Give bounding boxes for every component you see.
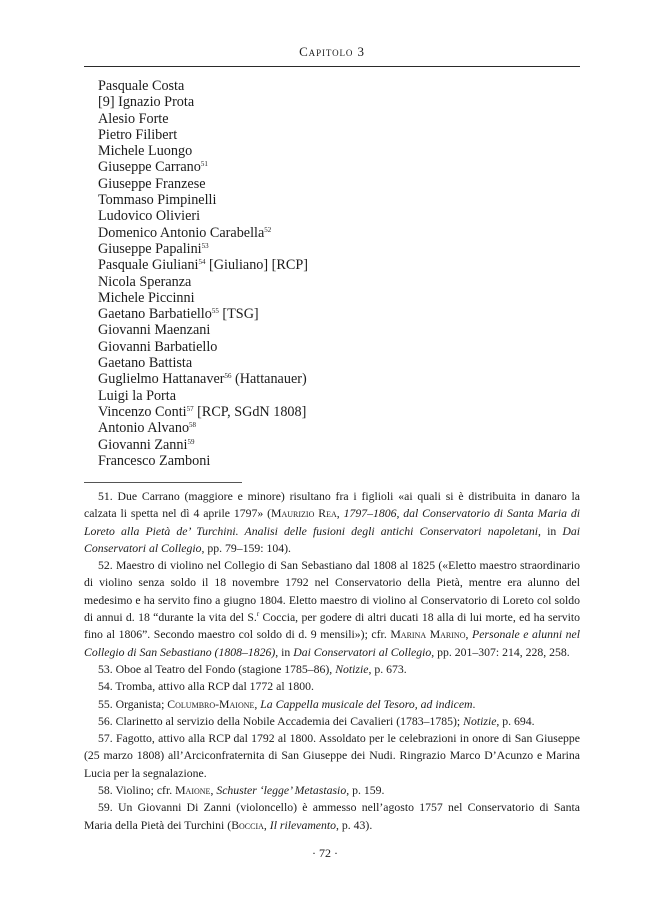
person-name: Giuseppe Carrano	[98, 159, 201, 176]
footnote-ref: 58	[189, 421, 197, 430]
author-name: Marina Marino	[390, 628, 466, 642]
person-name: Tommaso Pimpinelli	[98, 192, 217, 209]
footnote-text: Clarinetto al servizio della Nobile Accademia dei Cavalieri (1783–1785);	[115, 714, 464, 728]
footnote-ref: 51	[200, 160, 208, 169]
name-list-item	[98, 339, 308, 355]
footnote-ref: 53	[201, 241, 209, 250]
name-list-item	[98, 176, 308, 192]
person-name: Pietro Filibert	[98, 126, 178, 143]
italic-text: Dai Conservatori al Collegio	[84, 524, 580, 555]
person-name: Luigi la Porta	[98, 387, 177, 404]
footnote-ref: 55	[211, 307, 219, 316]
name-annotation: [RCP, SGdN 1808]	[193, 403, 307, 420]
author-name: Maione	[175, 784, 211, 798]
footnote-ref: 56	[224, 372, 232, 381]
italic-text: Notizie	[335, 662, 369, 676]
superscript: r	[256, 610, 260, 619]
person-name: Domenico Antonio Carabella	[98, 224, 265, 241]
name-list-item	[98, 371, 308, 387]
italic-text: Notizie	[463, 714, 497, 728]
footnote	[84, 799, 580, 834]
name-annotation: [TSG]	[218, 306, 259, 323]
footnote-text: Maestro di violino nel Collegio di San Sebastiano dal 1808 al 1825 («Eletto maestro straordinario di violino senza soldo il 18 novembre 1792 nel Conservatorio della Pietà, mentre era alunno del medesimo e ha servito fino a giugno 1804. Eletto maestro di violino al Conservatorio di Loreto col soldo di annui d. 18 “durante la vita del S.	[84, 559, 580, 625]
name-list-item	[98, 111, 308, 127]
footnote	[84, 782, 580, 799]
person-name: Gaetano Battista	[98, 355, 193, 372]
italic-text: Il rilevamento	[269, 818, 337, 832]
author-name: Maurizio Rea	[271, 507, 337, 521]
footnote-number: 55.	[98, 697, 113, 711]
footnote-text: ,	[254, 697, 261, 711]
italic-text: Dai Conservatori al Collegio	[293, 645, 432, 659]
person-name: Giuseppe Franzese	[98, 175, 206, 192]
footnote	[84, 696, 580, 713]
person-name: Alesio Forte	[98, 110, 169, 127]
footnote-ref: 59	[187, 437, 195, 446]
person-name: Ludovico Olivieri	[98, 208, 201, 225]
footnote-separator	[84, 482, 242, 483]
footnote-ref: 57	[186, 404, 194, 413]
footnote	[84, 678, 580, 695]
italic-text: Schuster ‘legge’ Metastasio	[216, 784, 347, 798]
footnote-number: 52.	[98, 559, 113, 573]
name-list-item	[98, 274, 308, 290]
footnote-text: ,	[465, 628, 473, 642]
author-name: Columbro-Maione	[167, 697, 255, 711]
name-list-item	[98, 257, 308, 273]
person-name: [9] Ignazio Prota	[98, 94, 195, 111]
footnote-text: Fagotto, attivo alla RCP dal 1792 al 1800. Assoldato per le celebrazioni in onore di San Giuseppe (25 marzo 1808) all’Arciconfraternita di San Giuseppe dei Nudi. Ringrazio Marco D’Acunzo e Marina Lucia per la segnalazione.	[84, 732, 580, 780]
person-name: Pasquale Costa	[98, 78, 185, 94]
footnote	[84, 730, 580, 782]
person-name: Pasquale Giuliani	[98, 257, 199, 274]
footnote-number: 59.	[98, 801, 113, 815]
footnote-ref: 52	[264, 225, 272, 234]
name-list-item	[98, 355, 308, 371]
footnote-text: , in	[537, 524, 563, 538]
person-name: Vincenzo Conti	[98, 403, 187, 420]
footnote-text: , pp. 79–159: 104).	[201, 541, 291, 555]
footnote-text: .	[472, 697, 476, 711]
name-list-item	[98, 208, 308, 224]
italic-text: La Cappella musicale del Tesoro, ad indicem	[260, 697, 473, 711]
name-list-item	[98, 143, 308, 159]
footnote-text: , p. 673.	[368, 662, 407, 676]
person-name: Francesco Zamboni	[98, 452, 211, 469]
name-list-item	[98, 420, 308, 436]
footnote-number: 58.	[98, 784, 113, 798]
running-head: Capitolo 3	[299, 44, 365, 59]
name-list-item	[98, 388, 308, 404]
footnote-text: Un Giovanni Di Zanni (violoncello) è ammesso nell’agosto 1757 nel Conservatorio di Santa Maria della Pietà dei Turchini (	[84, 801, 581, 832]
footnote-text: , p. 694.	[496, 714, 535, 728]
header-rule	[84, 66, 580, 67]
name-list-item	[98, 290, 308, 306]
footnote-number: 51.	[98, 490, 113, 503]
name-list-item	[98, 225, 308, 241]
person-name: Nicola Speranza	[98, 273, 192, 290]
footnotes	[84, 488, 580, 834]
footnote-text: Coccia, per godere di altri ducati 18 alla di lui morte, ed ha servito fino al 1806”. Secondo maestro col soldo di d. 9 mensili»); cfr.	[84, 611, 580, 642]
person-name: Giovanni Maenzani	[98, 322, 211, 339]
footnote-text: ,	[210, 784, 217, 798]
person-name: Michele Luongo	[98, 143, 193, 160]
footnote-text: Oboe al Teatro del Fondo (stagione 1785–86),	[115, 662, 336, 676]
name-list	[98, 78, 308, 469]
footnote	[84, 713, 580, 730]
name-annotation: (Hattanauer)	[231, 371, 307, 388]
name-list-item	[98, 322, 308, 338]
page-number: · 72 ·	[312, 846, 338, 860]
footnote-number: 56.	[98, 714, 113, 728]
name-list-item	[98, 192, 308, 208]
italic-text: 1797–1806, dal Conservatorio di Santa Maria di Loreto alla Pietà de’ Turchini. Analisi delle fusioni degli antichi Conservatori napoletani	[84, 507, 580, 538]
footnote-text: ,	[336, 507, 344, 521]
footnote-text: ,	[263, 818, 270, 832]
footnote-text: , p. 159.	[346, 784, 385, 798]
footnote-text: , p. 43).	[336, 818, 373, 832]
footnote-text: Organista;	[115, 697, 168, 711]
person-name: Giovanni Barbatiello	[98, 338, 218, 355]
name-list-item	[98, 306, 308, 322]
footnote	[84, 661, 580, 678]
person-name: Giovanni Zanni	[98, 436, 188, 453]
footnote-number: 53.	[98, 662, 113, 676]
footnote-text: Tromba, attivo alla RCP dal 1772 al 1800.	[115, 680, 314, 694]
footnote	[84, 488, 580, 557]
name-list-item	[98, 78, 308, 94]
name-list-item	[98, 94, 308, 110]
footnote-text: , in	[275, 645, 294, 659]
footnote-text: Due Carrano (maggiore e minore) risultano fra i figlioli «ai quali si è distribuita in danaro la calzata li spetta nel dì 4 aprile 1797» (	[84, 490, 580, 521]
person-name: Michele Piccinni	[98, 289, 195, 306]
person-name: Antonio Alvano	[98, 420, 190, 437]
footnote-number: 57.	[98, 732, 113, 746]
italic-text: Personale e alunni nel Collegio di San Sebastiano (1808–1826)	[84, 628, 581, 659]
person-name: Giuseppe Papalini	[98, 240, 202, 257]
author-name: Boccia	[231, 818, 264, 832]
name-list-item	[98, 159, 308, 175]
name-annotation: [Giuliano] [RCP]	[205, 257, 308, 274]
footnote-text: , pp. 201–307: 214, 228, 258.	[431, 645, 570, 659]
name-list-item	[98, 127, 308, 143]
person-name: Guglielmo Hattanaver	[98, 371, 225, 388]
person-name: Gaetano Barbatiello	[98, 306, 212, 323]
footnote-text: Violino; cfr.	[115, 784, 176, 798]
name-list-item	[98, 437, 308, 453]
name-list-item	[98, 241, 308, 257]
name-list-item	[98, 404, 308, 420]
name-list-item	[98, 453, 308, 469]
footnote-ref: 54	[198, 258, 206, 267]
footnote	[84, 557, 580, 661]
footnote-number: 54.	[98, 680, 113, 694]
